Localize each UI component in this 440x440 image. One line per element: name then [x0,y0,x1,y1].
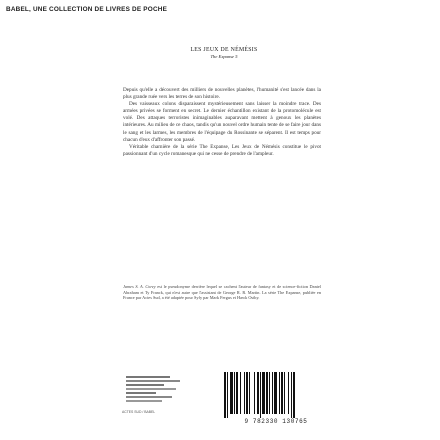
cover-footer [110,372,350,440]
barcode-bar [288,372,289,414]
book-title: LES JEUX DE NÉMÉSIS [190,47,258,53]
barcode-bar [236,372,238,414]
barcode-bar [224,372,226,418]
book-subtitle: The Expanse 5 [210,54,238,59]
isbn-barcode [212,372,340,432]
blurb-paragraph: Véritable charnière de la série The Expanse, Les Jeux de Némésis constitue le pivot passionnant d'un cycle romanesque qui ne cesse de prendre de l'ampleur. [123,143,321,157]
barcode-bar [293,372,295,418]
author-bio [123,284,321,301]
barcode-bar [279,372,280,414]
barcode-bar [269,372,270,414]
blurb-paragraph: Des vaisseaux colons disparaissent mystérieusement sans laisser la moindre trace. Des armées privées se forment en secret. Le dernier échantillon existant de la protomolécule est volé. Des attaques terroristes inimaginables auparavant mettent à genoux les planètes intérieures. Au milieu de ce chaos, tandis qu'un nouvel ordre humain tente de se faire jour dans le sang et les larmes, les membres de l'équipage du Rossinante se séparent. Il est temps pour chacun d'eux d'affronter son passé. [123,101,321,143]
blurb-text [123,87,321,158]
barcode-bar [257,372,259,414]
barcode-bar [249,372,250,414]
barcode-bar [281,372,283,414]
barcode-icon [222,372,330,418]
blurb-paragraph: Depuis qu'elle a découvert des milliers de nouvelles planètes, l'humanité s'est lancée dans la plus grande ruée vers les terres de son histoire. [123,87,321,101]
title-block [108,47,340,60]
barcode-bar [262,372,265,414]
barcode-bar [266,372,268,414]
author-bio-text: est le pseudonyme derrière lequel se cachent l'auteur de fantasy et de science-fiction Daniel Abraham et Ty Franck, qui n'est autre que l'assistant de George R. R. Martin. La série The Expanse, publiée en France par Actes Sud, a été adaptée pour Syfy par Mark Fergus et Hawk Ostby. [123,284,322,301]
author-name: James S. A. Corey [123,284,156,289]
barcode-bar [230,372,233,414]
collection-heading: BABEL, UNE COLLECTION DE LIVRES DE POCHE [6,6,168,13]
barcode-bar [291,372,292,418]
publisher-line: ACTES SUD / BABEL [122,410,156,414]
barcode-bar [234,372,235,414]
barcode-bar [272,372,273,414]
barcode-bar [227,372,228,418]
barcode-bar [254,372,255,414]
barcode-bar [284,372,285,414]
barcode-bar [246,372,248,414]
barcode-bar [244,372,245,414]
isbn-number: 9 782330 130765 [244,418,308,425]
barcode-bar [260,372,261,418]
barcode-bar [274,372,277,414]
barcode-bar [240,372,241,414]
publisher-logo [122,374,212,422]
publisher-logo-icon [122,374,192,408]
